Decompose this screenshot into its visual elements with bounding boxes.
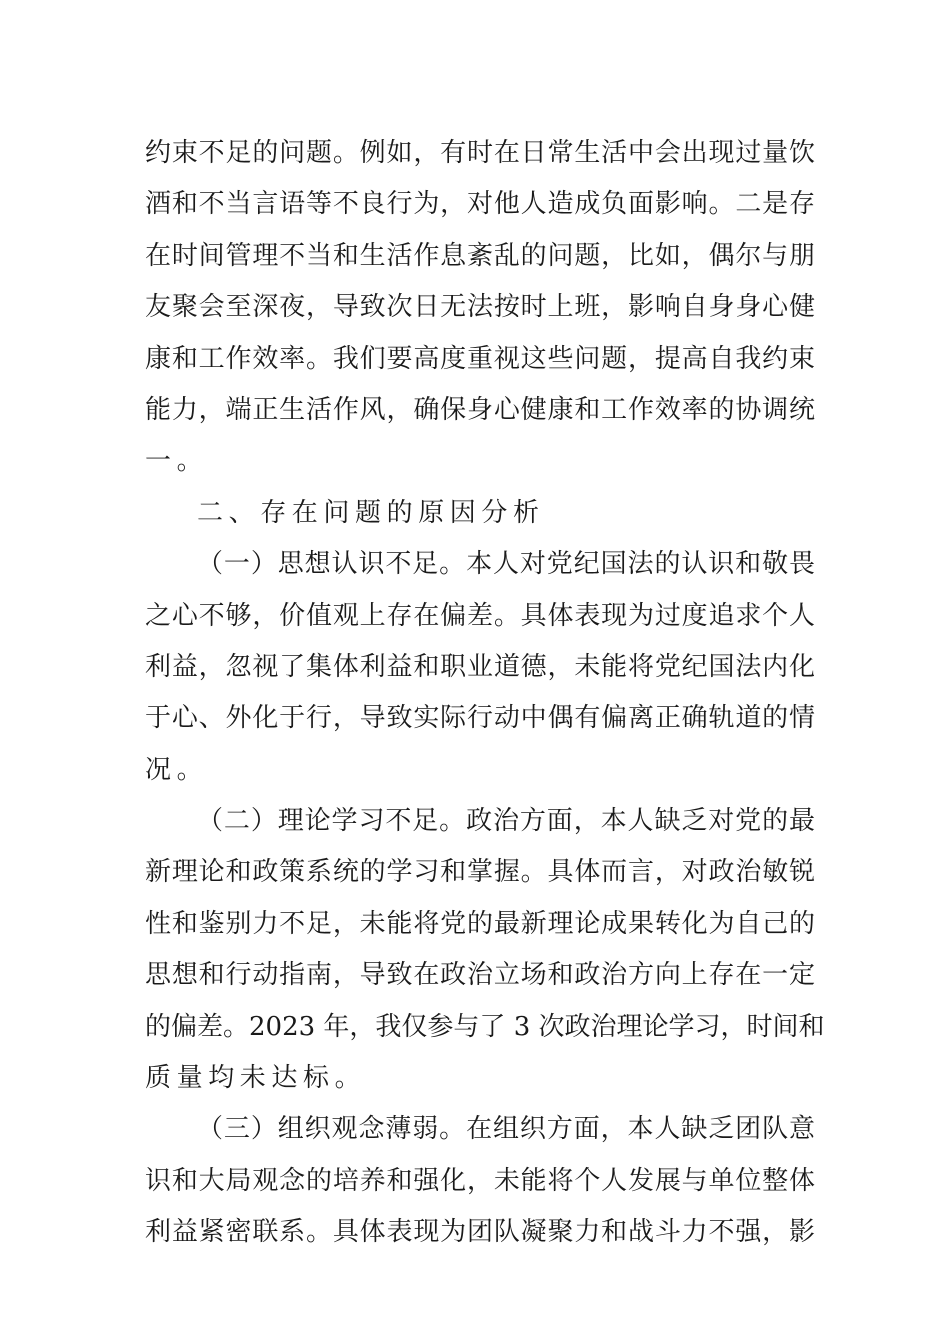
text-line: 利益紧密联系。具体表现为团队凝聚力和战斗力不强，影 xyxy=(145,1217,815,1248)
text-line: 约束不足的问题。例如，有时在日常生活中会出现过量饮 xyxy=(145,138,815,168)
text-line: 的偏差。2023 年，我仅参与了 3 次政治理论学习，时间和 xyxy=(145,1011,825,1042)
text-line: 质量均未达标。 xyxy=(145,1063,367,1094)
text-line: 能力，端正生活作风，确保身心健康和工作效率的协调统 xyxy=(145,394,815,425)
text-line: 一。 xyxy=(145,446,209,477)
subsection-heading-line: （一）思想认识不足。本人对党纪国法的认识和敬畏 xyxy=(197,549,815,580)
text-line: 之心不够，价值观上存在偏差。具体表现为过度追求个人 xyxy=(145,600,815,631)
text-line: 性和鉴别力不足，未能将党的最新理论成果转化为自己的 xyxy=(145,908,815,939)
text-line: 况。 xyxy=(145,754,209,785)
text-line: 酒和不当言语等不良行为，对他人造成负面影响。二是存 xyxy=(145,189,815,220)
text-line: 康和工作效率。我们要高度重视这些问题，提高自我约束 xyxy=(145,343,815,374)
body-text xyxy=(145,128,825,1259)
text-line: 新理论和政策系统的学习和掌握。具体而言，对政治敏锐 xyxy=(145,857,815,888)
section-heading: 二、存在问题的原因分析 xyxy=(197,497,545,528)
text-line: 识和大局观念的培养和强化，未能将个人发展与单位整体 xyxy=(145,1165,815,1196)
text-line: 思想和行动指南，导致在政治立场和政治方向上存在一定 xyxy=(145,960,815,991)
subsection-heading-line: （三）组织观念薄弱。在组织方面，本人缺乏团队意 xyxy=(197,1114,815,1145)
text-line: 于心、外化于行，导致实际行动中偶有偏离正确轨道的情 xyxy=(145,703,815,734)
subsection-heading-line: （二）理论学习不足。政治方面，本人缺乏对党的最 xyxy=(197,806,815,837)
text-line: 在时间管理不当和生活作息紊乱的问题，比如，偶尔与朋 xyxy=(145,240,815,271)
text-line: 友聚会至深夜，导致次日无法按时上班，影响自身身心健 xyxy=(145,292,815,323)
text-line: 利益，忽视了集体利益和职业道德，未能将党纪国法内化 xyxy=(145,651,815,682)
